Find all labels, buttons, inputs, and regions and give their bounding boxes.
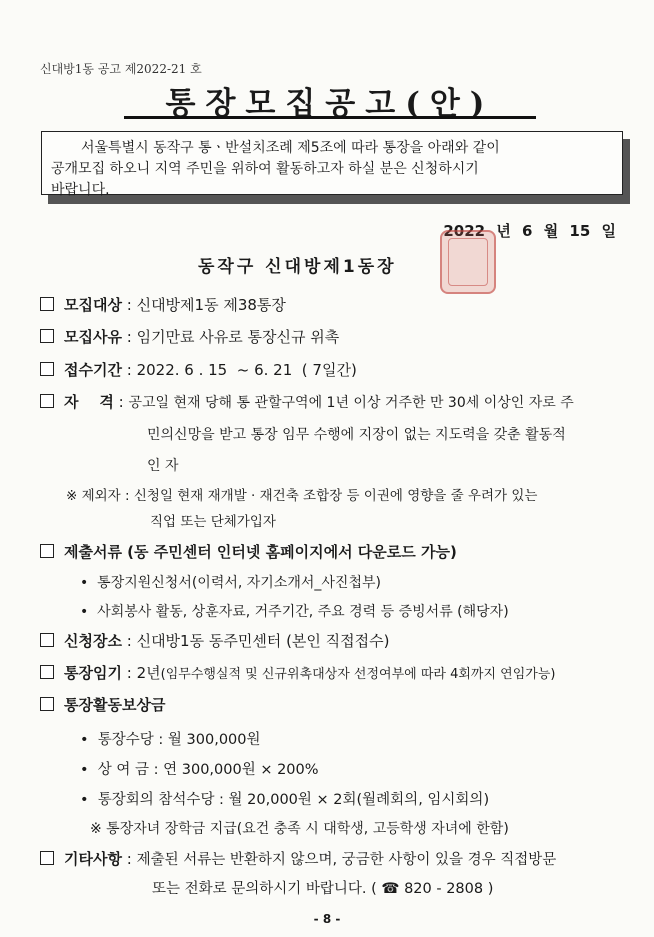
item-recruit-reason: 모집사유 : 임기만료 사유로 통장신규 위촉: [64, 328, 340, 346]
bullet-icon: •: [80, 732, 98, 748]
item-label: 접수기간: [64, 361, 122, 379]
item-value: 제출된 서류는 반환하지 않으며, 궁금한 사항이 있을 경우 직접방문: [136, 852, 557, 868]
list-item: • 통장수당 : 월 300,000원: [80, 732, 261, 748]
official-seal-stamp: [440, 230, 496, 294]
other-continued: 또는 전화로 문의하시기 바랍니다. ( ☎ 820 - 2808 ): [152, 881, 494, 897]
item-label: 모집대상: [64, 296, 122, 314]
item-term: 통장임기 : 2년(임무수행실적 및 신규위촉대상자 선정여부에 따라 4회까지 연임가능): [64, 664, 556, 682]
issuer-name: 동작구 신대방제1동장: [198, 257, 397, 277]
item-recruit-target: 모집대상 : 신대방제1동 제38통장: [64, 296, 286, 314]
item-value: 신대방1동 동주민센터 (본인 직접접수): [136, 632, 390, 650]
item-compensation: 통장활동보상금: [64, 696, 166, 714]
list-item: • 통장지원신청서(이력서, 자기소개서_사진첩부): [80, 575, 381, 591]
bullet-icon: •: [80, 575, 98, 591]
item-label: 모집사유: [64, 328, 122, 346]
item-required-documents: 제출서류 (동 주민센터 인터넷 홈페이지에서 다운로드 가능): [64, 543, 457, 561]
exclusion-note-continued: 직업 또는 단체가입자: [150, 514, 276, 530]
checkbox-icon: [40, 697, 54, 711]
item-other: 기타사항 : 제출된 서류는 반환하지 않으며, 궁금한 사항이 있을 경우 직접방문: [64, 850, 557, 868]
page-title: 통장모집공고(안): [165, 86, 495, 122]
intro-box: [41, 131, 623, 198]
bullet-icon: •: [80, 792, 98, 808]
title-underline: [124, 116, 536, 119]
item-value: 공고일 현재 당해 통 관할구역에 1년 이상 거주한 만 30세 이상인 자로 주: [128, 395, 574, 411]
scholarship-note: ※ 통장자녀 장학금 지급(요건 충족 시 대학생, 고등학생 자녀에 한함): [90, 821, 509, 837]
item-label: 자 격: [64, 393, 114, 411]
checkbox-icon: [40, 633, 54, 647]
checkbox-icon: [40, 665, 54, 679]
item-label: 통장임기: [64, 664, 122, 682]
bullet-icon: •: [80, 762, 98, 778]
list-item: • 상 여 금 : 연 300,000원 × 200%: [80, 762, 319, 778]
item-application-place: 신청장소 : 신대방1동 동주민센터 (본인 직접접수): [64, 632, 390, 650]
checkbox-icon: [40, 297, 54, 311]
checkbox-icon: [40, 362, 54, 376]
qualification-continued: 민의신망을 받고 통장 임무 수행에 지장이 없는 지도력을 갖춘 활동적: [147, 427, 566, 443]
checkbox-icon: [40, 544, 54, 558]
notice-reference-number: 신대방1동 공고 제2022-21 호: [40, 62, 202, 76]
item-qualification: 자 격 : 공고일 현재 당해 통 관할구역에 1년 이상 거주한 만 30세 이상인 자로 주: [64, 393, 574, 411]
list-item: • 사회봉사 활동, 상훈자료, 거주기간, 주요 경력 등 증빙서류 (해당자): [80, 604, 509, 620]
item-value: 임기만료 사유로 통장신규 위촉: [136, 328, 340, 346]
checkbox-icon: [40, 394, 54, 408]
item-label: 기타사항: [64, 850, 122, 868]
item-receipt-period: 접수기간 : 2022. 6 . 15 ~ 6. 21 ( 7일간): [64, 361, 357, 379]
item-label: 신청장소: [64, 632, 122, 650]
intro-line: 바랍니다.: [51, 182, 110, 198]
item-note: (임무수행실적 및 신규위촉대상자 선정여부에 따라 4회까지 연임가능): [160, 667, 556, 682]
bullet-icon: •: [80, 604, 98, 620]
intro-line: 서울특별시 동작구 통ㆍ반설치조례 제5조에 따라 통장을 아래와 같이: [81, 140, 500, 156]
intro-line: 공개모집 하오니 지역 주민을 위하여 활동하고자 하실 분은 신청하시기: [51, 161, 479, 177]
page-number: - 8 -: [313, 912, 341, 926]
notice-date: 2022 년 6 월 15 일: [443, 222, 616, 240]
exclusion-note: ※ 제외자 : 신청일 현재 재개발 · 재건축 조합장 등 이권에 영향을 줄 우려가 있는: [66, 488, 538, 504]
item-value: 2022. 6 . 15 ~ 6. 21 ( 7일간): [136, 361, 357, 379]
qualification-continued: 인 자: [147, 458, 179, 474]
list-item: • 통장회의 참석수당 : 월 20,000원 × 2회(월례회의, 임시회의): [80, 792, 490, 808]
checkbox-icon: [40, 329, 54, 343]
item-value: 신대방제1동 제38통장: [136, 296, 286, 314]
item-value: 2년: [136, 664, 161, 682]
checkbox-icon: [40, 851, 54, 865]
